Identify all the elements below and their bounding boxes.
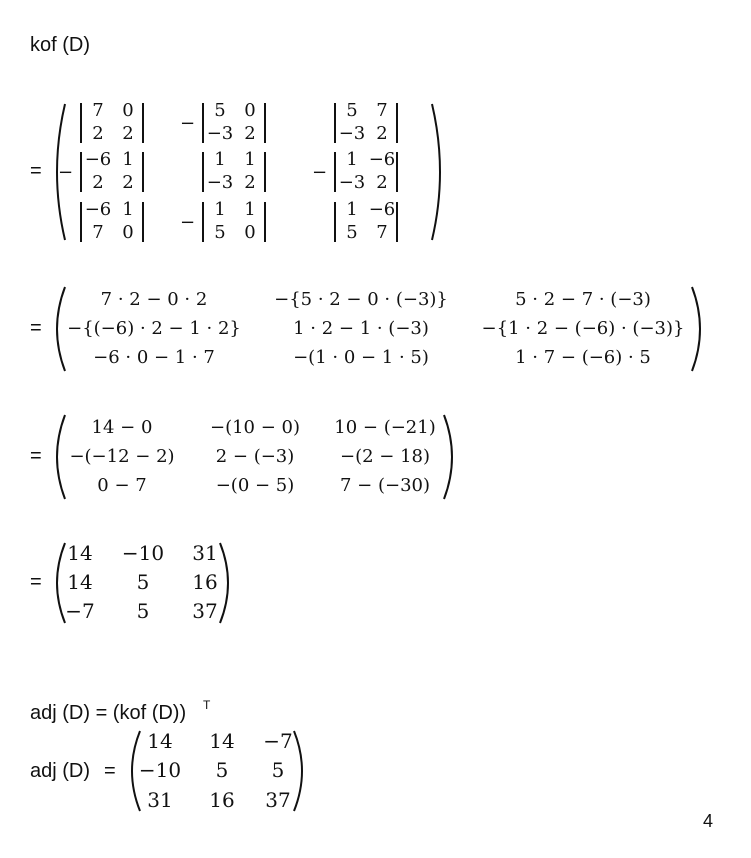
matrix-entry: 31 (192, 541, 218, 565)
matrix-entry: 16 (209, 788, 235, 812)
det-entry: 0 (244, 222, 256, 243)
det-entry: 1 (244, 149, 256, 170)
det-left-bar (202, 152, 204, 192)
det-entry: −6 (84, 199, 112, 220)
det-entry: 0 (122, 100, 134, 121)
matrix-entry: −{5 · 2 − 0 · (−3)} (274, 289, 448, 310)
det-entry: −3 (206, 172, 234, 193)
matrix-entry: −(1 · 0 − 1 · 5) (293, 347, 429, 368)
matrix-entry: −(−12 − 2) (69, 446, 175, 467)
det-entry: −3 (338, 172, 366, 193)
matrix-entry: −10 (121, 541, 165, 565)
matrix-entry: −6 · 0 − 1 · 7 (93, 347, 215, 368)
det-entry: 7 (92, 100, 104, 121)
det-entry: 2 (376, 123, 388, 144)
det-entry: 1 (122, 199, 134, 220)
det-entry: −3 (206, 123, 234, 144)
det-entry: 1 (214, 199, 226, 220)
matrix-entry: 5 (271, 758, 285, 782)
det-entry: −6 (84, 149, 112, 170)
matrix-entry: 14 (67, 570, 93, 594)
equals-sign-4: = (30, 571, 42, 593)
det-entry: 2 (122, 123, 134, 144)
matrix-entry: −7 (263, 729, 293, 753)
matrix-entry: 10 − (−21) (334, 417, 436, 438)
det-entry: 1 (346, 199, 358, 220)
matrix-entry: 14 (67, 541, 93, 565)
page-number: 4 (703, 811, 714, 831)
det-entry: 1 (346, 149, 358, 170)
matrix-entry: 5 (215, 758, 229, 782)
matrix-entry: −{1 · 2 − (−6) · (−3)} (481, 318, 685, 339)
det-sign: − (312, 162, 328, 183)
matrix-entry: 16 (192, 570, 218, 594)
right-paren-1 (430, 102, 450, 242)
matrix-entry: −{(−6) · 2 − 1 · 2} (67, 318, 241, 339)
det-entry: 7 (92, 222, 104, 243)
matrix-entry: −(0 − 5) (215, 475, 295, 496)
det-entry: 5 (346, 222, 358, 243)
equals-sign-5: = (104, 760, 116, 782)
det-sign: − (58, 162, 74, 183)
matrix-entry: 2 − (−3) (215, 446, 295, 467)
matrix-entry: 1 · 2 − 1 · (−3) (293, 318, 429, 339)
det-entry: 2 (376, 172, 388, 193)
det-left-bar (80, 103, 82, 143)
det-entry: 5 (346, 100, 358, 121)
adjugate-label: adj (D) (30, 760, 91, 782)
det-entry: 0 (122, 222, 134, 243)
transpose-superscript: T (203, 698, 211, 712)
matrix-entry: 37 (265, 788, 291, 812)
det-sign: − (180, 212, 196, 233)
det-entry: 2 (92, 172, 104, 193)
det-entry: −6 (368, 199, 396, 220)
det-entry: 1 (122, 149, 134, 170)
det-entry: −6 (368, 149, 396, 170)
det-left-bar (80, 152, 82, 192)
det-entry: 1 (244, 199, 256, 220)
det-entry: 7 (376, 100, 388, 121)
matrix-entry: −(2 − 18) (339, 446, 430, 467)
equals-sign-1: = (30, 160, 42, 182)
det-left-bar (80, 202, 82, 242)
matrix-entry: 14 (209, 729, 235, 753)
det-entry: −3 (338, 123, 366, 144)
matrix-entry: 0 − 7 (97, 475, 147, 496)
det-entry: 0 (244, 100, 256, 121)
det-left-bar (334, 103, 336, 143)
det-left-bar (202, 202, 204, 242)
det-entry: 7 (376, 222, 388, 243)
adjugate-definition: adj (D) = (kof (D)) (30, 702, 187, 724)
matrix-entry: 5 · 2 − 7 · (−3) (515, 289, 651, 310)
matrix-entry: 14 − 0 (91, 417, 153, 438)
det-entry: 2 (244, 123, 256, 144)
equals-sign-2: = (30, 317, 42, 339)
det-entry: 1 (214, 149, 226, 170)
det-left-bar (334, 202, 336, 242)
heading: kof (D) (30, 34, 90, 56)
matrix-entry: 7 · 2 − 0 · 2 (100, 289, 208, 310)
det-left-bar (202, 103, 204, 143)
matrix-entry: 37 (192, 599, 218, 623)
matrix-entry: 5 (136, 570, 150, 594)
det-entry: 2 (122, 172, 134, 193)
det-left-bar (334, 152, 336, 192)
matrix-entry: 31 (147, 788, 173, 812)
det-entry: 5 (214, 222, 226, 243)
matrix-entry: 14 (147, 729, 173, 753)
matrix-entry: 7 − (−30) (339, 475, 430, 496)
matrix-entry: −10 (138, 758, 182, 782)
det-entry: 5 (214, 100, 226, 121)
matrix-entry: −7 (65, 599, 95, 623)
det-sign: − (180, 113, 196, 134)
det-entry: 2 (92, 123, 104, 144)
equals-sign-3: = (30, 445, 42, 467)
matrix-entry: 1 · 7 − (−6) · 5 (515, 347, 651, 368)
det-entry: 2 (244, 172, 256, 193)
matrix-entry: −(10 − 0) (209, 417, 300, 438)
matrix-entry: 5 (136, 599, 150, 623)
